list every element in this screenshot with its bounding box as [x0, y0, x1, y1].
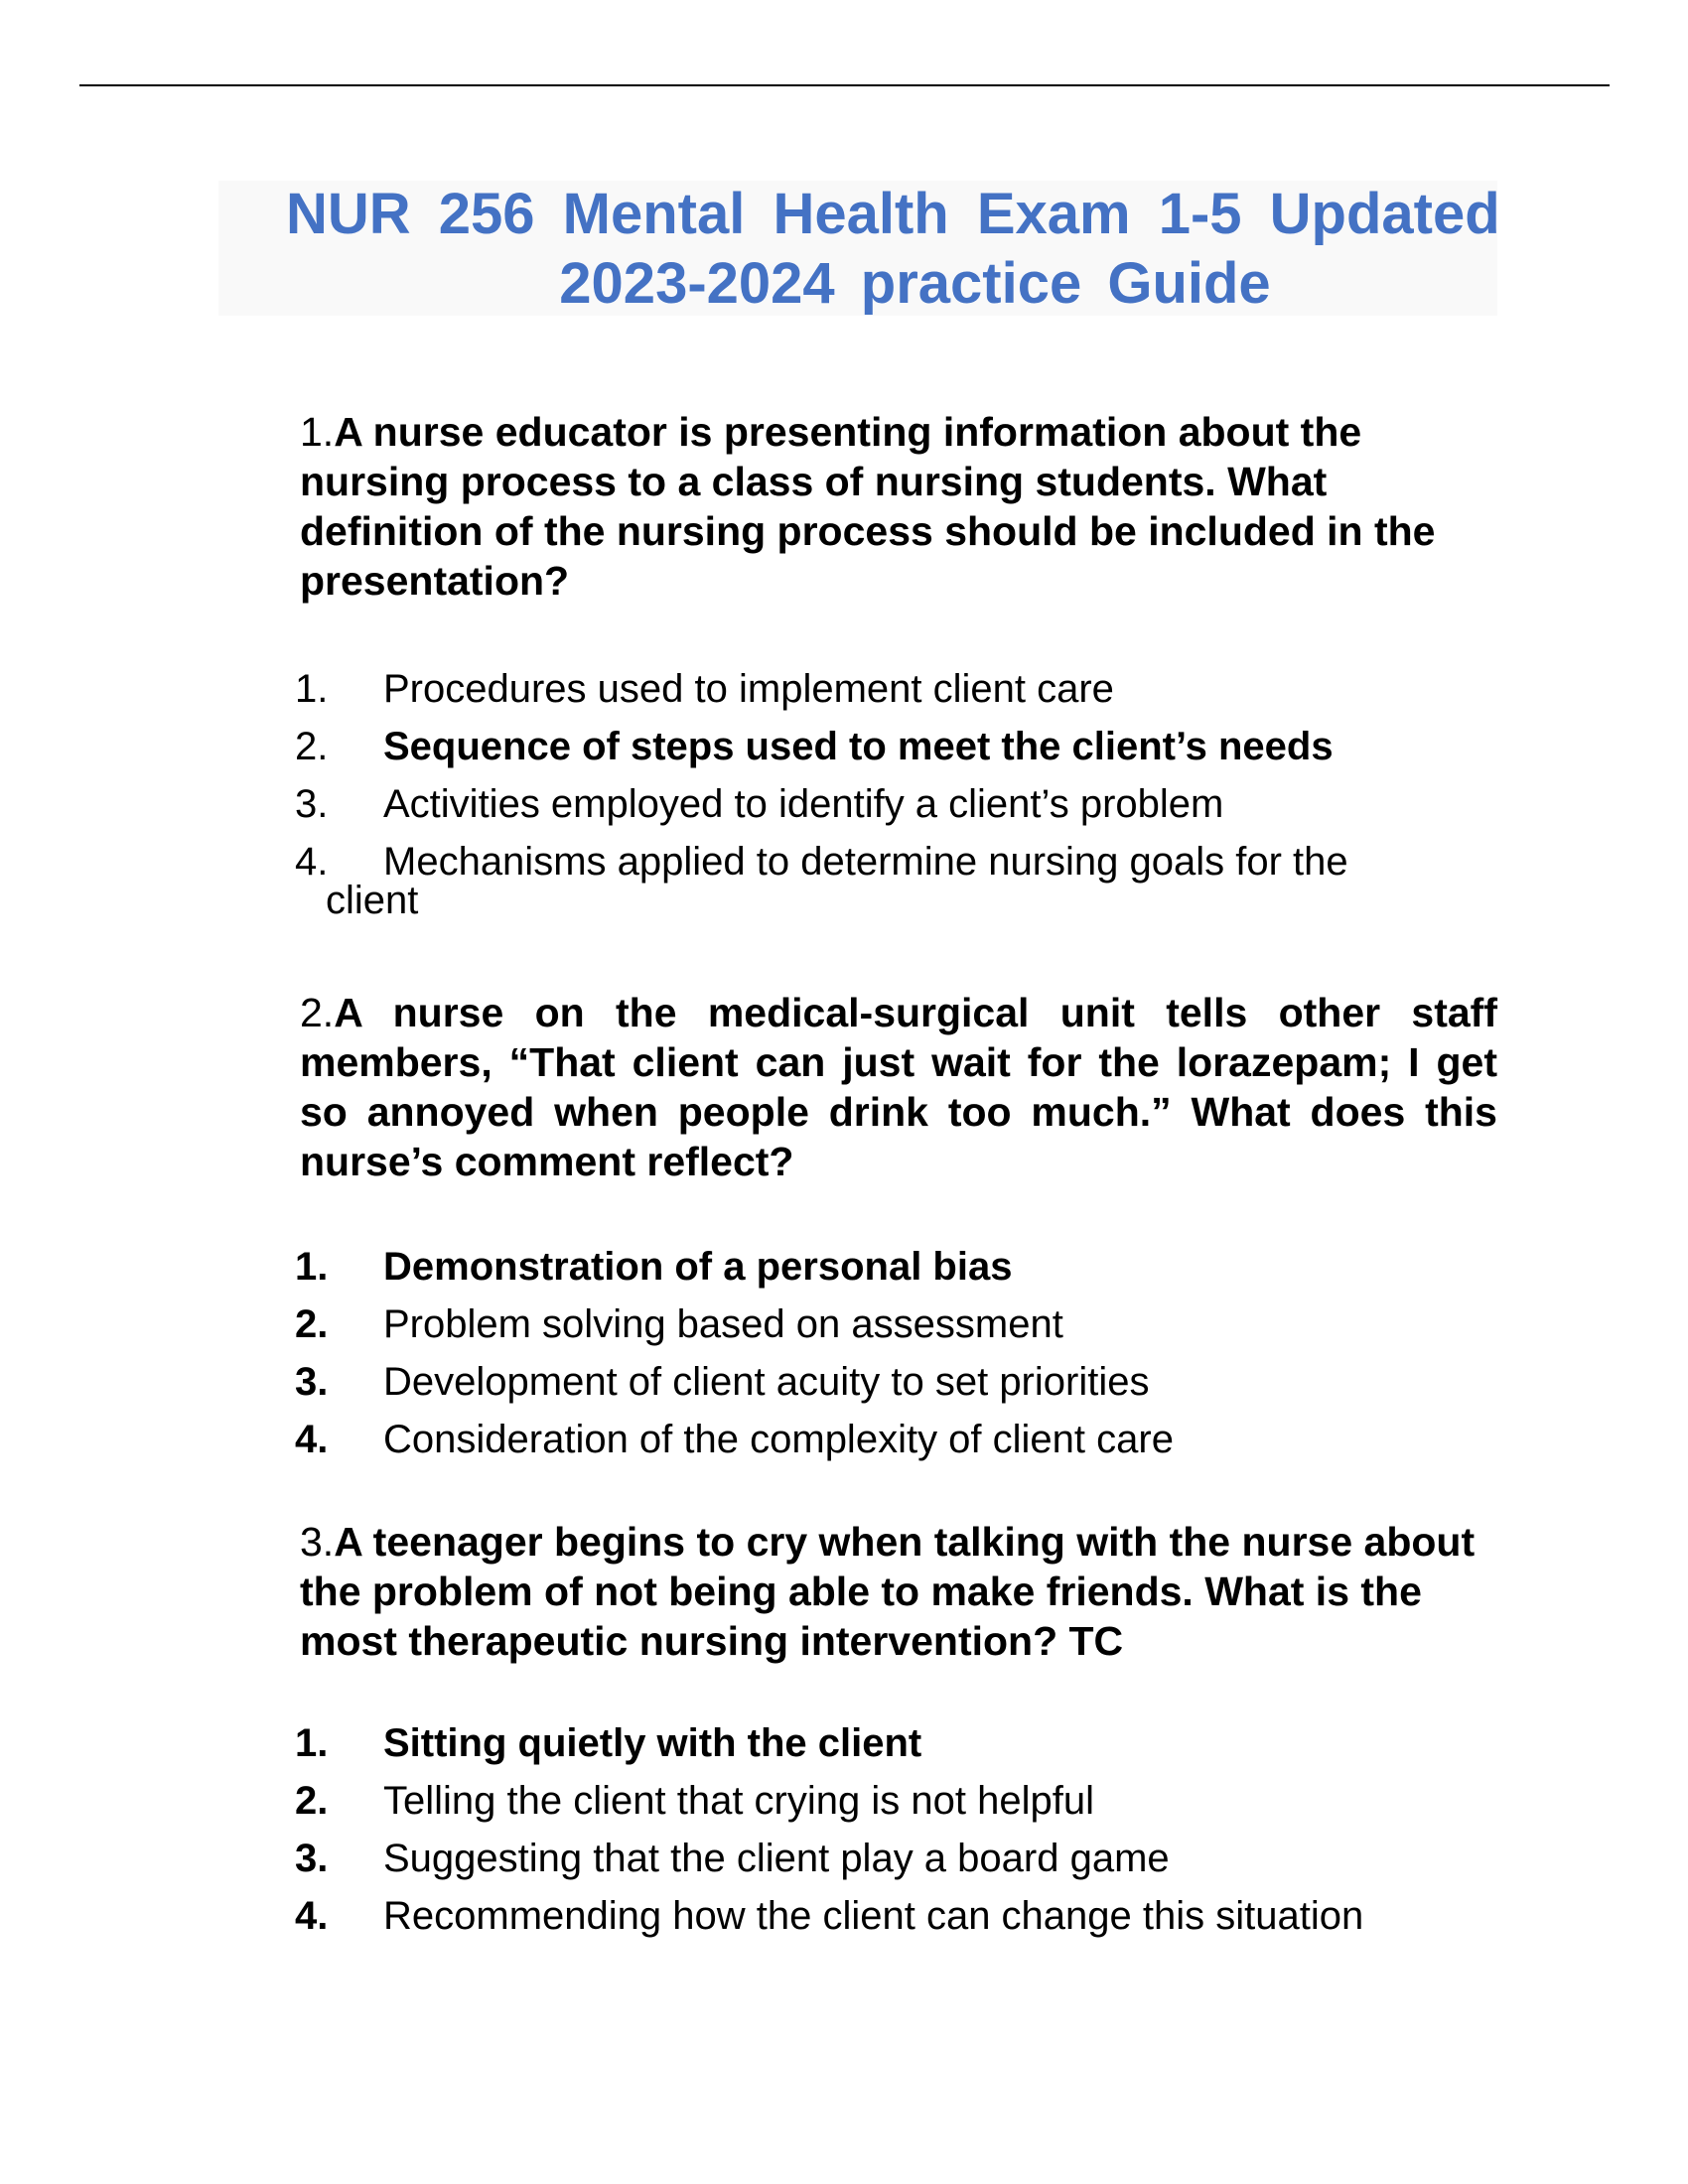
option-text: Activities employed to identify a client’s problem: [383, 782, 1224, 826]
option: [295, 1772, 1516, 1830]
question-number: 2.: [300, 990, 335, 1035]
question-3-options: [295, 1714, 1516, 1945]
option-number: 1.: [295, 1245, 329, 1289]
option-number: 1.: [295, 667, 329, 711]
option-number: 3.: [295, 1837, 329, 1880]
question-stem: A teenager begins to cry when talking with the nurse about the problem of not being able to make friends. What is the most therapeutic nursing intervention? TC: [300, 1519, 1476, 1664]
question-stem: A nurse on the medical-surgical unit tells other staff members, “That client can just wait for the lorazepam; I get so annoyed when people drink too much.” What does this nurse’s comment reflect?: [300, 990, 1497, 1184]
option-correct: [295, 1238, 1516, 1296]
question-number: 3.: [300, 1519, 335, 1565]
option: [295, 833, 1516, 890]
option-text: Sequence of steps used to meet the client’s needs: [383, 725, 1334, 768]
option-text: Telling the client that crying is not helpful: [383, 1779, 1094, 1823]
option: [295, 1296, 1516, 1353]
top-rule: [79, 84, 1610, 86]
option-text: Development of client acuity to set priorities: [383, 1360, 1150, 1404]
option-text: Problem solving based on assessment: [383, 1302, 1063, 1346]
option-text: Consideration of the complexity of client care: [383, 1418, 1174, 1461]
question-number: 1.: [300, 409, 335, 455]
option-correct: [295, 1714, 1516, 1772]
option: [295, 660, 1516, 718]
option-text: Suggesting that the client play a board game: [383, 1837, 1170, 1880]
option-number: 3.: [295, 782, 329, 826]
option-number: 1.: [295, 1721, 329, 1765]
question-stem: A nurse educator is presenting information about the nursing process to a class of nursing students. What definition of the nursing process should be included in the presentation?: [300, 409, 1436, 604]
option-number: 4.: [295, 840, 329, 884]
document-title-line-2: 2023-2024 practice Guide: [559, 251, 1271, 316]
option-number: 2.: [295, 725, 329, 768]
option: [295, 1353, 1516, 1411]
option-number: 2.: [295, 1302, 329, 1346]
option-number: 4.: [295, 1894, 329, 1938]
question-1-options: [295, 660, 1516, 922]
option-text: Recommending how the client can change this situation: [383, 1894, 1364, 1938]
option: [295, 1830, 1516, 1887]
option-number: 3.: [295, 1360, 329, 1404]
question-1: [300, 407, 1497, 606]
option-text: Demonstration of a personal bias: [383, 1245, 1013, 1289]
option: [295, 775, 1516, 833]
question-3: [300, 1517, 1497, 1666]
option-text: Procedures used to implement client care: [383, 667, 1114, 711]
option-text: Sitting quietly with the client: [383, 1721, 922, 1765]
question-2: [300, 988, 1497, 1186]
option-text: Mechanisms applied to determine nursing goals for the: [383, 840, 1348, 884]
option-correct: [295, 718, 1516, 775]
question-2-options: [295, 1238, 1516, 1468]
option: [295, 1411, 1516, 1468]
option-number: 2.: [295, 1779, 329, 1823]
option-number: 4.: [295, 1418, 329, 1461]
option-continuation: client: [326, 879, 419, 922]
document-title-line-1: NUR 256 Mental Health Exam 1-5 Updated: [286, 182, 1500, 246]
option: [295, 1887, 1516, 1945]
